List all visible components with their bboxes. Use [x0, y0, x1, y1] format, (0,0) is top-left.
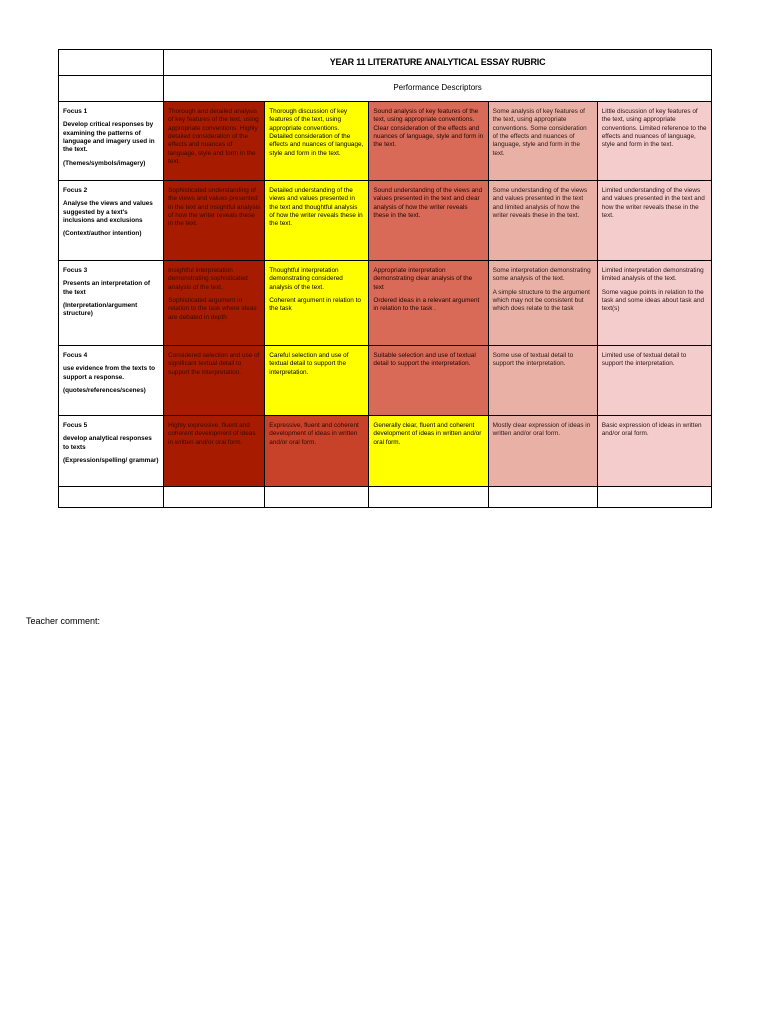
- descriptor-text: Some interpretation demonstrating some analysis of the text.: [492, 267, 591, 283]
- descriptor-text: Limited use of textual detail to support the interpretation.: [601, 352, 687, 368]
- descriptor-text: Some vague points in relation to the task and some ideas about task and text(s): [601, 288, 705, 313]
- rubric-row: [59, 261, 712, 346]
- corner-cell: [59, 50, 164, 76]
- descriptor-text: Thorough and detailed analysis of key features of the text, using appropriate conventions. Highly detailed consideration of the effects and nuances of language, style and form in the text.: [168, 108, 259, 165]
- descriptor-cell: [164, 181, 265, 261]
- empty-cell: [59, 487, 164, 508]
- descriptor-text: Mostly clear expression of ideas in written and/or oral form.: [492, 422, 591, 438]
- descriptor-cell: [265, 181, 369, 261]
- descriptor-text: Appropriate interpretation demonstrating clear analysis of the text: [373, 267, 473, 291]
- descriptor-text: Generally clear, fluent and coherent development of ideas in written and/or oral form.: [373, 422, 482, 446]
- descriptor-cell: [265, 346, 369, 416]
- descriptor-cell: [369, 346, 488, 416]
- focus-title: Focus 1: [63, 108, 88, 115]
- rubric-row: [59, 181, 712, 261]
- descriptor-cell: [488, 346, 597, 416]
- focus-description: use evidence from the texts to support a response.: [63, 365, 155, 381]
- focus-cell: [59, 102, 164, 181]
- descriptor-text: Careful selection and use of textual detail to support the interpretation.: [269, 352, 349, 376]
- focus-tag: (Themes/symbols/imagery): [63, 159, 146, 167]
- descriptor-text: Thoughtful interpretation demonstrating considered analysis of the text.: [269, 267, 343, 291]
- descriptor-text: Little discussion of key features of the text, using appropriate conventions. Limited reference to the effects and nuances of language, style and form in the text.: [601, 108, 707, 149]
- descriptor-text: Sophisticated argument in relation to the task where ideas are debated in depth: [168, 296, 257, 321]
- descriptor-cell: [597, 346, 711, 416]
- descriptor-text: Thorough discussion of key features of the text, using appropriate conventions. Detailed consideration of the effects and nuances of language, style and form in the text.: [269, 108, 364, 157]
- empty-cell: [369, 487, 488, 508]
- descriptor-text: Some analysis of key features of the text, using appropriate conventions. Some consideration of the effects and nuances of language, style and form in the text.: [492, 108, 587, 157]
- descriptor-cell: [369, 102, 488, 181]
- descriptor-text: Ordered ideas in a relevant argument in relation to the task .: [373, 296, 480, 313]
- descriptor-cell: [265, 102, 369, 181]
- focus-tag: (Expression/spelling/ grammar): [63, 456, 159, 464]
- rubric-title: YEAR 11 LITERATURE ANALYTICAL ESSAY RUBRIC: [164, 50, 712, 76]
- descriptor-text: Limited interpretation demonstrating limited analysis of the text.: [601, 267, 704, 283]
- descriptor-cell: [164, 261, 265, 346]
- teacher-comment-label: Teacher comment:: [26, 616, 101, 626]
- corner-cell: [59, 76, 164, 102]
- rubric-row: [59, 102, 712, 181]
- focus-tag: (quotes/references/scenes): [63, 386, 146, 394]
- descriptor-cell: [164, 102, 265, 181]
- descriptor-cell: [488, 181, 597, 261]
- descriptor-text: Highly expressive, fluent and coherent development of ideas in written and/or oral form.: [168, 422, 256, 446]
- descriptor-cell: [597, 416, 711, 487]
- focus-tag: (Context/author intention): [63, 230, 142, 238]
- descriptor-text: Some understanding of the views and values presented in the text and limited analysis of how the writer reveals these in the text.: [492, 187, 588, 219]
- descriptor-cell: [265, 416, 369, 487]
- performance-descriptors-header: Performance Descriptors: [164, 76, 712, 102]
- descriptor-cell: [265, 261, 369, 346]
- focus-tag: (Interpretation/argument structure): [63, 301, 138, 318]
- empty-row: [59, 487, 712, 508]
- focus-cell: [59, 261, 164, 346]
- focus-cell: [59, 346, 164, 416]
- focus-description: Presents an interpretation of the text: [63, 280, 151, 296]
- descriptor-cell: [164, 416, 265, 487]
- descriptor-cell: [488, 102, 597, 181]
- descriptor-cell: [597, 181, 711, 261]
- focus-cell: [59, 416, 164, 487]
- descriptor-cell: [488, 416, 597, 487]
- focus-cell: [59, 181, 164, 261]
- descriptor-text: Coherent argument in relation to the task: [269, 296, 361, 313]
- focus-title: Focus 2: [63, 187, 88, 194]
- focus-title: Focus 5: [63, 422, 88, 429]
- focus-description: Analyse the views and values suggested by a text's inclusions and exclusions: [63, 200, 153, 224]
- descriptor-text: Suitable selection and use of textual detail to support the interpretation.: [373, 352, 476, 368]
- descriptor-cell: [369, 181, 488, 261]
- descriptor-cell: [164, 346, 265, 416]
- focus-title: Focus 3: [63, 267, 88, 274]
- focus-description: develop analytical responses to texts: [63, 435, 152, 451]
- descriptor-text: A simple structure to the argument which may not be consistent but which does relate to the task: [492, 288, 590, 313]
- descriptor-text: Sound understanding of the views and values presented in the text and clear analysis of how the writer reveals these in the text.: [373, 187, 483, 219]
- empty-cell: [265, 487, 369, 508]
- descriptor-text: Limited understanding of the views and values presented in the text and how the writer reveals these in the text.: [601, 187, 705, 219]
- descriptor-text: Sound analysis of key features of the text, using appropriate conventions. Clear consideration of the effects and nuances of language, style and form in the text.: [373, 108, 484, 149]
- descriptor-cell: [597, 261, 711, 346]
- descriptor-text: Expressive, fluent and coherent development of ideas in written and/or oral form.: [269, 422, 359, 446]
- descriptor-cell: [488, 261, 597, 346]
- descriptor-text: Sophisticated understanding of the views and values presented in the text and insightful analysis of how the writer reveals these in the text.: [168, 187, 261, 228]
- empty-cell: [597, 487, 711, 508]
- descriptor-text: Some use of textual detail to support the interpretation.: [492, 352, 574, 368]
- descriptor-text: Considered selection and use of significant textual detail to support the interpretation.: [168, 352, 260, 376]
- focus-title: Focus 4: [63, 352, 88, 359]
- empty-cell: [164, 487, 265, 508]
- rubric-row: [59, 416, 712, 487]
- descriptor-cell: [597, 102, 711, 181]
- descriptor-text: Detailed understanding of the views and values presented in the text and thoughtful analysis of how the writer reveals these in the text.: [269, 187, 363, 228]
- descriptor-cell: [369, 416, 488, 487]
- empty-cell: [488, 487, 597, 508]
- descriptor-text: Basic expression of ideas in written and/or oral form.: [601, 422, 702, 438]
- descriptor-cell: [369, 261, 488, 346]
- descriptor-text: Insightful interpretation demonstrating sophisticated analysis of the text.: [168, 267, 248, 291]
- rubric-table: [58, 49, 712, 508]
- rubric-row: [59, 346, 712, 416]
- focus-description: Develop critical responses by examining the patterns of language and imagery used in the text.: [63, 121, 155, 154]
